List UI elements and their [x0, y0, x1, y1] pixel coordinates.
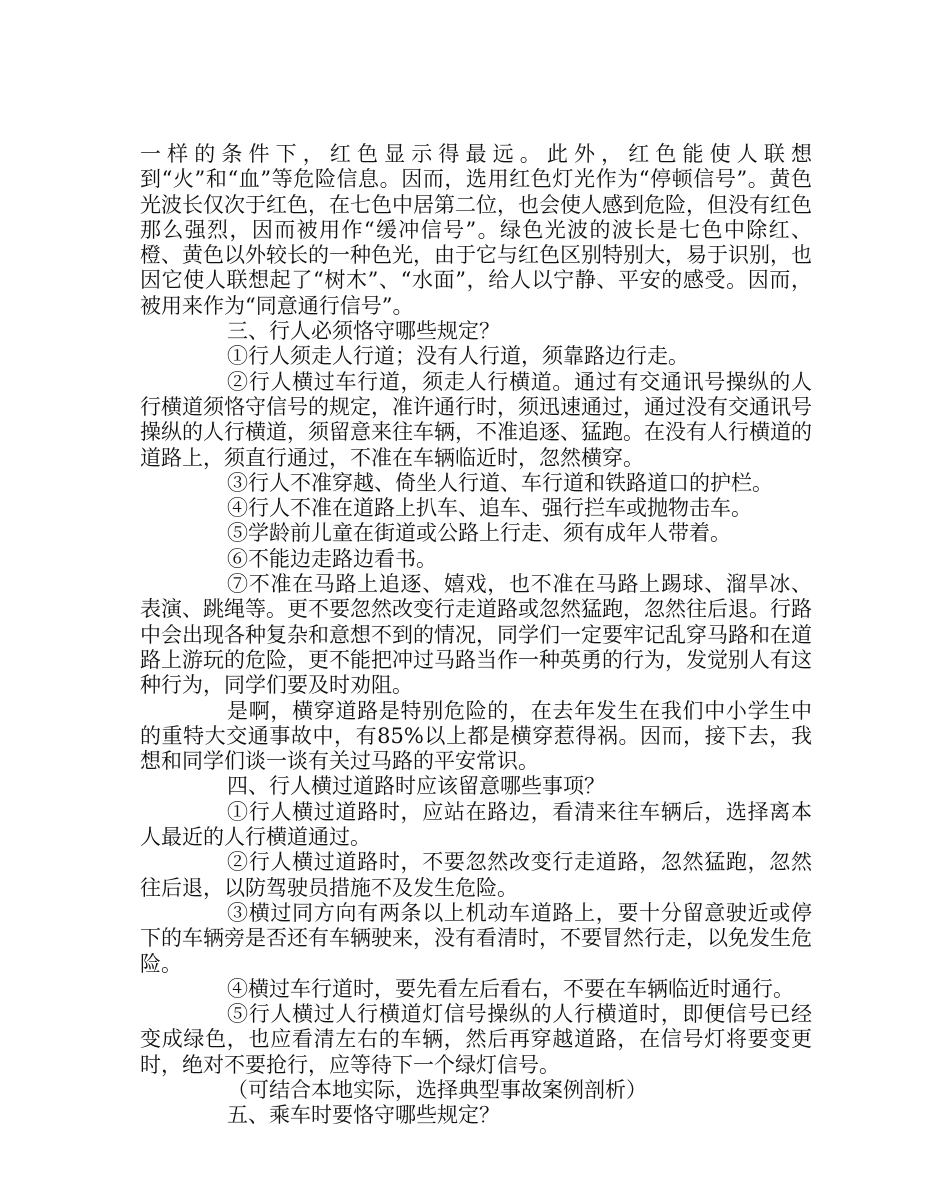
rule-item: ①行人须走人行道；没有人行道，须靠路边行走。	[227, 344, 689, 369]
rule-item: ②行人横过道路时，不要忽然改变行走道路，忽然猛跑，忽然往后退，以防驾驶员措施不及发生危险。	[140, 850, 812, 900]
document-body	[140, 142, 812, 1129]
rule-item: ④横过车行道时，要先看左后看右，不要在车辆临近时通行。	[227, 976, 794, 1001]
note: （可结合本地实际，选择典型事故案例剖析）	[227, 1077, 647, 1102]
rule-item: ④行人不准在道路上扒车、追车、强行拦车或抛物击车。	[227, 496, 752, 521]
paragraph: 一样的条件下，红色显示得最远。此外，红色能使人联想到“火”和“血”等危险信息。因而，选用红色灯光作为“停顿信号”。黄色光波长仅次于红色，在七色中居第二位，也会使人感到危险，但没有红色那么强烈，因而被用作“缓冲信号”。绿色光波的波长是七色中除红、橙、黄色以外较长的一种色光，由于它与红色区别特别大，易于识别，也因它使人联想起了“树木”、“水面”，给人以宁静、平安的感受。因而，被用来作为“同意通行信号”。	[140, 142, 812, 318]
rule-item: ⑤行人横过人行横道灯信号操纵的人行横道时，即便信号已经变成绿色，也应看清左右的车辆，然后再穿越道路，在信号灯将要变更时，绝对不要抢行，应等待下一个绿灯信号。	[140, 1002, 812, 1077]
rule-item: ⑥不能边走路边看书。	[227, 546, 437, 571]
rule-item: ⑤学龄前儿童在街道或公路上行走、须有成年人带着。	[227, 521, 731, 546]
section-heading: 三、行人必须恪守哪些规定？	[227, 319, 500, 344]
rule-item: ②行人横过车行道，须走人行横道。通过有交通讯号操纵的人行横道须恪守信号的规定，准许通行时，须迅速通过，通过没有交通讯号操纵的人行横道，须留意来往车辆，不准追逐、猛跑。在没有人行横道的道路上，须直行通过，不准在车辆临近时，忽然横穿。	[140, 369, 812, 470]
rule-item: ③行人不准穿越、倚坐人行道、车行道和铁路道口的护栏。	[227, 470, 773, 495]
section-heading: 五、乘车时要恪守哪些规定？	[227, 1103, 500, 1128]
paragraph: 是啊，横穿道路是特别危险的，在去年发生在我们中小学生中的重特大交通事故中，有85%以上都是横穿惹得祸。因而，接下去，我想和同学们谈一谈有关过马路的平安常识。	[140, 698, 812, 774]
rule-item: ③横过同方向有两条以上机动车道路上，要十分留意驶近或停下的车辆旁是否还有车辆驶来，没有看清时，不要冒然行走，以免发生危险。	[140, 900, 812, 976]
rule-item: ①行人横过道路时，应站在路边，看清来往车辆后，选择离本人最近的人行横道通过。	[140, 799, 812, 850]
section-heading: 四、行人横过道路时应该留意哪些事项？	[227, 774, 605, 799]
rule-item: ⑦不准在马路上追逐、嬉戏，也不准在马路上踢球、溜旱冰、表演、跳绳等。更不要忽然改变行走道路或忽然猛跑，忽然往后退。行路中会出现各种复杂和意想不到的情况，同学们一定要牢记乱穿马路和在道路上游玩的危险，更不能把冲过马路当作一种英勇的行为，发觉别人有这种行为，同学们要及时劝阻。	[140, 572, 812, 698]
